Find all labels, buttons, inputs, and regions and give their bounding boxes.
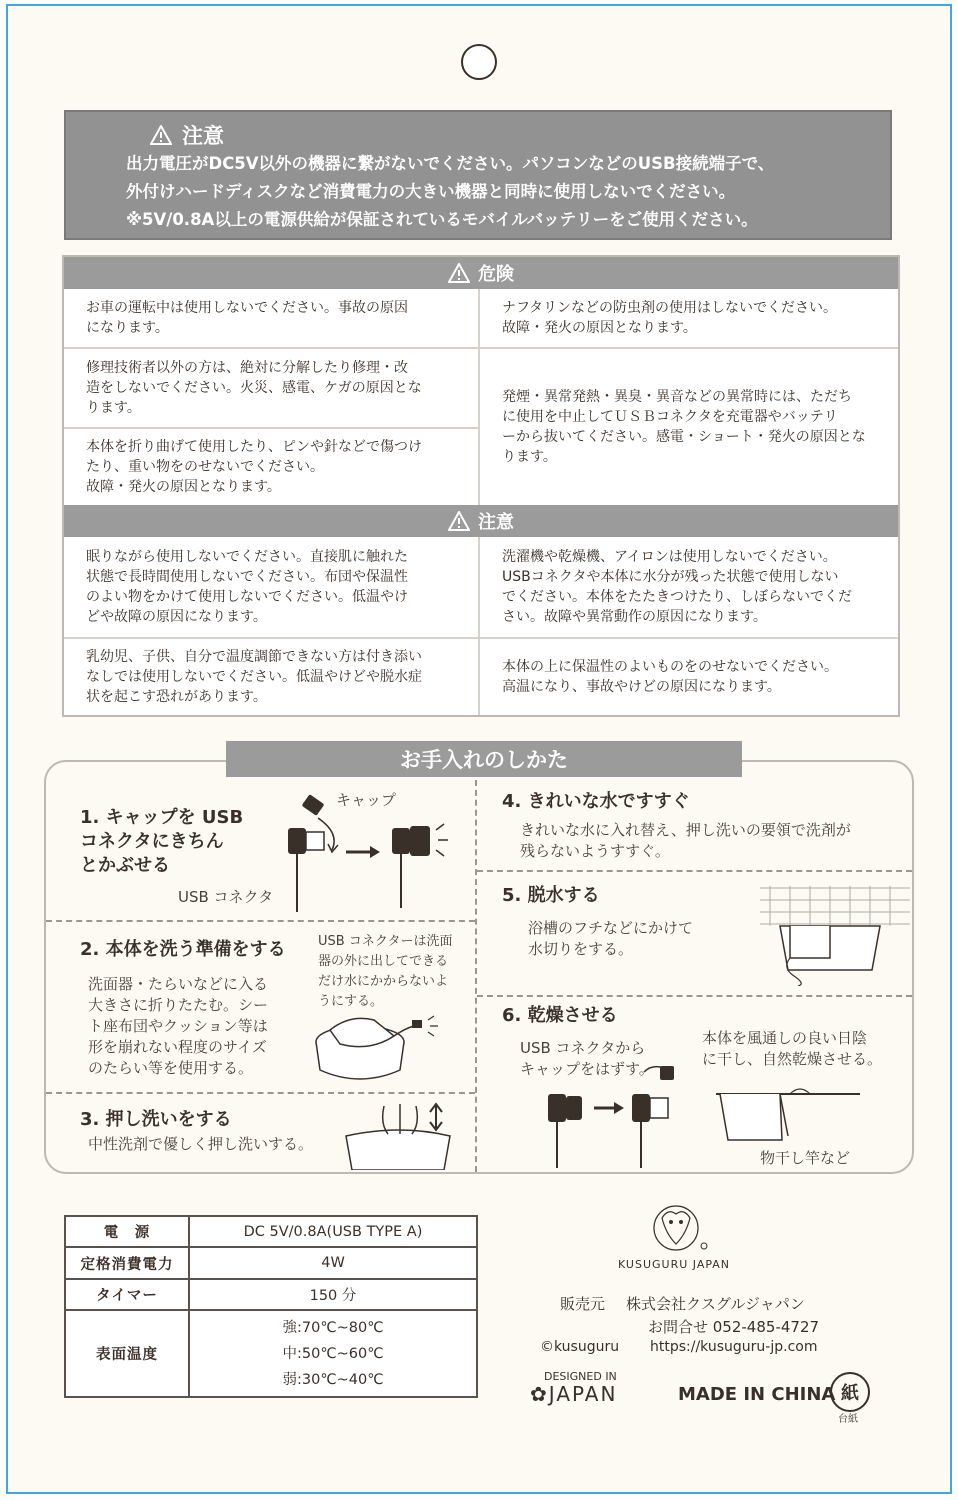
caution-item: 乳幼児、子供、自分で温度調節できない方は付き添い なしでは使用しないでください。低温やけどや脱水症 状を起こす恐れがあります。 — [64, 637, 478, 715]
warning-icon — [448, 263, 470, 283]
seller-name: 株式会社クスグルジャパン — [626, 1295, 805, 1313]
brand-name: KUSUGURU JAPAN — [618, 1258, 731, 1271]
danger-item: お車の運転中は使用しないでください。事故の原因 になります。 — [86, 300, 408, 336]
hang-hole — [461, 44, 497, 80]
spec-value: 4W — [189, 1247, 477, 1278]
step1-title: とかぶせる — [80, 855, 170, 876]
basin-illustration — [310, 1008, 460, 1084]
divider — [475, 780, 477, 1172]
spec-value: 150 分 — [189, 1279, 477, 1310]
spec-value: DC 5V/0.8A(USB TYPE A) — [189, 1216, 477, 1247]
step6-text-left: USB コネクタから キャップをはずす。 — [520, 1039, 654, 1078]
temp-mid: 中:50℃~60℃ — [282, 1345, 384, 1362]
usb-label: USB コネクタ — [178, 888, 274, 906]
step3-text: 中性洗剤で優しく押し洗いする。 — [88, 1135, 314, 1153]
step1-title: 1. キャップを USB — [80, 807, 244, 828]
contact: お問合せ 052-485-4727 — [648, 1318, 820, 1336]
usb-cap-illustration — [280, 788, 465, 914]
brand-logo — [636, 1200, 716, 1260]
divider — [46, 920, 475, 922]
spec-table — [64, 1215, 478, 1398]
step4-text: きれいな水に入れ替え、押し洗いの要領で洗剤が 残らないようすすぐ。 — [520, 821, 851, 860]
caution-top-line: 外付けハードディスクなど消費電力の大きい機器と同時に使用しないでください。 — [126, 182, 736, 201]
spec-label: 定格消費電力 — [65, 1247, 189, 1278]
temp-high: 強:70℃~80℃ — [282, 1319, 384, 1336]
caution-item: 眠りながら使用しないでください。直接肌に触れた 状態で長時間使用しないでください。布団や保温性 のよい物をかけて使用しないでください。低温やけ どや故障の原因になります。 — [86, 549, 408, 625]
spec-label: 表面温度 — [65, 1310, 189, 1397]
cap-label: キャップ — [336, 791, 397, 809]
divider — [46, 1092, 475, 1094]
flower-icon: ✿ — [530, 1382, 549, 1406]
caution-top-line: 出力電圧がDC5V以外の機器に繋がないでください。パソコンなどのUSB接続端子で、 — [126, 154, 775, 173]
remove-cap-illustration — [540, 1060, 690, 1170]
bathtub-illustration — [760, 886, 910, 986]
website-url: https://kusuguru-jp.com — [650, 1339, 818, 1355]
paper-recycle-label: 台紙 — [838, 1414, 858, 1425]
step2-text: 洗面器・たらいなどに入る 大きさに折りたたむ。シー ト座布団やクッション等は 形を崩れない程度のサイズ のたらい等を使用する。 — [88, 975, 269, 1077]
spec-label: 電 源 — [65, 1216, 189, 1247]
seller-label: 販売元 — [560, 1295, 606, 1313]
pole-label: 物干し竿など — [760, 1149, 851, 1167]
step5-text: 浴槽のフチなどにかけて 水切りをする。 — [528, 919, 694, 958]
step6-title: 6. 乾燥させる — [502, 1005, 618, 1026]
danger-header: 危険 — [64, 257, 898, 289]
warning-icon — [448, 511, 470, 531]
press-wash-illustration — [340, 1100, 460, 1170]
temp-low: 弱:30℃~40℃ — [282, 1371, 384, 1388]
warning-icon — [150, 125, 172, 145]
danger-item: 発煙・異常発熱・異臭・異音などの異常時には、ただち に使用を中止してＵＳＢコネクタを充電器やバッテリ ーから抜いてください。感電・ショート・発火の原因とな ります。 — [478, 347, 898, 505]
step5-title: 5. 脱水する — [502, 885, 600, 906]
spec-label: タイマー — [65, 1279, 189, 1310]
step3-title: 3. 押し洗いをする — [80, 1109, 232, 1130]
caution-item: 洗濯機や乾燥機、アイロンは使用しないでください。 USBコネクタや本体に水分が残った状態で使用しない でください。本体をたたきつけたり、しぼらないでくだ さい。故障や異常動作の原因になります。 — [478, 537, 898, 637]
divider — [477, 995, 912, 997]
step4-title: 4. きれいな水ですすぐ — [502, 791, 690, 812]
spec-temp-values — [189, 1310, 477, 1397]
step1-title: コネクタにきちん — [80, 831, 224, 852]
caution-top-line: ※5V/0.8A以上の電源供給が保証されているモバイルバッテリーをご使用ください。 — [126, 210, 758, 229]
designed-in: DESIGNED IN — [544, 1370, 617, 1383]
copyright: ©kusuguru — [540, 1339, 620, 1355]
caution-header: 注意 — [64, 505, 898, 537]
danger-item: 本体を折り曲げて使用したり、ピンや針などで傷つけ たり、重い物をのせないでください。 故障・発火の原因となります。 — [64, 427, 478, 505]
danger-item: 修理技術者以外の方は、絶対に分解したり修理・改 造をしないでください。火災、感電、ケガの原因とな ります。 — [64, 347, 478, 427]
divider — [477, 870, 912, 872]
step6-text-right: 本体を風通しの良い日陰 に干し、自然乾燥させる。 — [702, 1029, 883, 1068]
made-in-china: MADE IN CHINA — [678, 1384, 836, 1405]
designed-japan: ✿JAPAN — [530, 1382, 618, 1406]
safety-table — [62, 255, 900, 717]
caution-item: 本体の上に保温性のよいものをのせないでください。 高温になり、事故やけどの原因になります。 — [478, 637, 898, 715]
caution-top-title: 注意 — [150, 120, 870, 150]
caution-top-box — [64, 110, 892, 240]
paper-recycle-icon: 紙 — [830, 1372, 870, 1412]
danger-item: ナフタリンなどの防虫剤の使用はしないでください。 故障・発火の原因となります。 — [478, 289, 898, 347]
care-title: お手入れのしかた — [226, 741, 742, 777]
step2-note: USB コネクターは洗面 器の外に出してできる だけ水にかからないよ うにする。 — [318, 934, 453, 1009]
step2-title: 2. 本体を洗う準備をする — [80, 939, 286, 960]
drying-pole-illustration — [710, 1080, 900, 1144]
